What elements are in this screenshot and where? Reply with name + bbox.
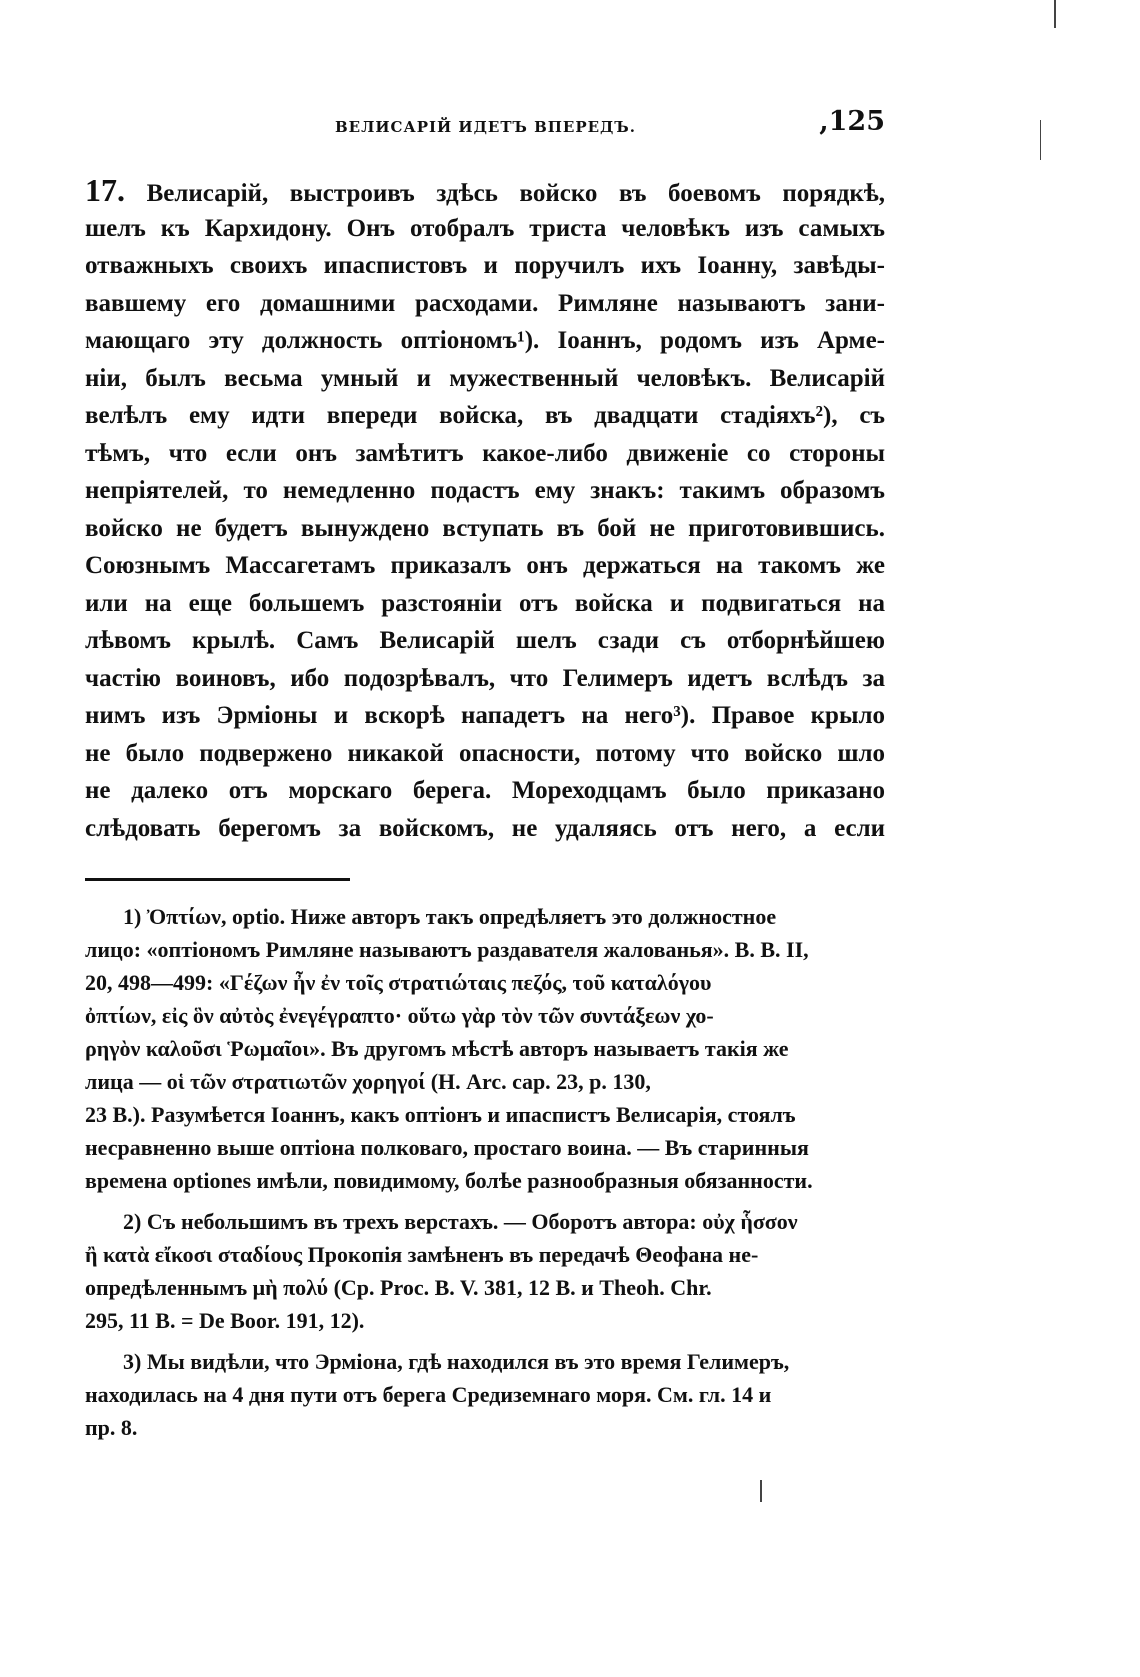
text-line: лѣвомъ крылѣ. Самъ Велисарій шелъ сзади съ отборнѣйшею — [85, 627, 885, 654]
text-line: велѣлъ ему идти впереди войска, въ двадцати стадіяхъ²), съ — [85, 402, 885, 429]
footnote-line: ὀπτίων, εἰς ὃν αὐτὸς ἐνεγέγραπτο· οὕτω γὰρ τὸν τῶν συντάξεων χο- — [85, 1003, 714, 1028]
text-line: отважныхъ своихъ ипаспистовъ и поручилъ ихъ Іоанну, завѣды- — [85, 252, 885, 279]
footnote-line: 1) Ὀπτίων, optio. Ниже авторъ такъ опредѣляетъ это должностное — [123, 904, 777, 929]
scan-mark — [1040, 120, 1041, 160]
footnotes — [85, 900, 885, 1452]
running-title: ВЕЛИСАРІЙ ИДЕТЪ ВПЕРЕДЪ. — [335, 118, 636, 136]
text-line: нимъ изъ Эрміоны и вскорѣ нападетъ на него³). Правое крыло — [85, 702, 885, 729]
footnote-line: лица — οἱ τῶν στρατιωτῶν χορηγοί (Н. Arc. cap. 23, p. 130, — [85, 1069, 651, 1094]
footnote-line: ἢ κατὰ εἴκοσι σταδίους Прокопія замѣненъ въ передачѣ Θеофана не- — [85, 1242, 759, 1267]
text-line: не далеко отъ морскаго берега. Мореходцамъ было приказано — [85, 777, 885, 804]
footnote-line: 20, 498—499: «Γέζων ἦν ἐν τοῖς στρατιώταις πεζός, τοῦ καταλόγου — [85, 970, 712, 995]
text-line: не было подвержено никакой опасности, потому что войско шло — [85, 739, 885, 767]
footnote-line: несравненно выше оптіона полковаго, простаго воина. — Въ старинныя — [85, 1135, 809, 1160]
footnote-3 — [85, 1345, 885, 1444]
text-line: частію воиновъ, ибо подозрѣвалъ, что Гелимеръ идетъ вслѣдъ за — [85, 664, 885, 692]
footnote-line: ρηγὸν καλοῦσι Ῥωμαῖοι». Въ другомъ мѣстѣ авторъ называетъ такія же — [85, 1036, 789, 1061]
scan-mark — [760, 1480, 762, 1502]
page-number: ,125 — [819, 106, 885, 137]
text-line: мающаго эту должность оптіономъ¹). Іоаннъ, родомъ изъ Арме- — [85, 327, 885, 354]
text-line: или на еще большемъ разстояніи отъ войска и подвигаться на — [85, 589, 885, 617]
text-line: ніи, былъ весьма умный и мужественный человѣкъ. Велисарій — [85, 364, 885, 392]
text-line: вавшему его домашними расходами. Римляне называютъ зани- — [85, 289, 885, 317]
text-line: непріятелей, то немедленно подастъ ему знакъ: такимъ образомъ — [85, 477, 885, 504]
footnote-line: 3) Мы видѣли, что Эрміона, гдѣ находился въ это время Гелимеръ, — [123, 1349, 790, 1374]
text-line: 17. Велисарій, выстроивъ здѣсь войско въ боевомъ порядкѣ, — [85, 172, 885, 208]
scan-mark — [1054, 0, 1056, 28]
text-line: Союзнымъ Массагетамъ приказалъ онъ держаться на такомъ же — [85, 552, 885, 579]
page-header — [85, 106, 885, 146]
footnote-line: 295, 11 B. = De Boor. 191, 12). — [85, 1308, 365, 1333]
footnote-line: 23 B.). Разумѣется Іоаннъ, какъ оптіонъ и ипаспистъ Велисарія, стоялъ — [85, 1102, 796, 1127]
section-number: 17. — [85, 172, 125, 208]
text-line: шелъ къ Кархидону. Онъ отобралъ триста человѣкъ изъ самыхъ — [85, 214, 885, 242]
footnote-divider — [85, 878, 350, 881]
footnote-line: находилась на 4 дня пути отъ берега Средиземнаго моря. См. гл. 14 и — [85, 1382, 772, 1407]
footnote-line: пр. 8. — [85, 1415, 138, 1440]
footnote-line: опредѣленнымъ μὴ πολύ (Ср. Proc. B. V. 381, 12 B. и Theoh. Chr. — [85, 1275, 712, 1300]
main-text — [85, 172, 885, 847]
footnote-line: лицо: «оптіономъ Римляне называютъ раздавателя жалованья». В. В. II, — [85, 937, 809, 962]
text-line: слѣдовать берегомъ за войскомъ, не удаляясь отъ него, а если — [85, 814, 885, 842]
footnote-line: 2) Съ небольшимъ въ трехъ верстахъ. — Оборотъ автора: οὐχ ἧσσον — [123, 1209, 798, 1234]
footnote-line: времена optiones имѣли, повидимому, болѣе разнообразныя обязанности. — [85, 1168, 813, 1193]
footnote-1 — [85, 900, 885, 1197]
text-line: войско не будетъ вынуждено вступать въ бой не приготовившись. — [85, 514, 885, 542]
text-line: тѣмъ, что если онъ замѣтитъ какое-либо движеніе со стороны — [85, 439, 885, 467]
footnote-2 — [85, 1205, 885, 1337]
